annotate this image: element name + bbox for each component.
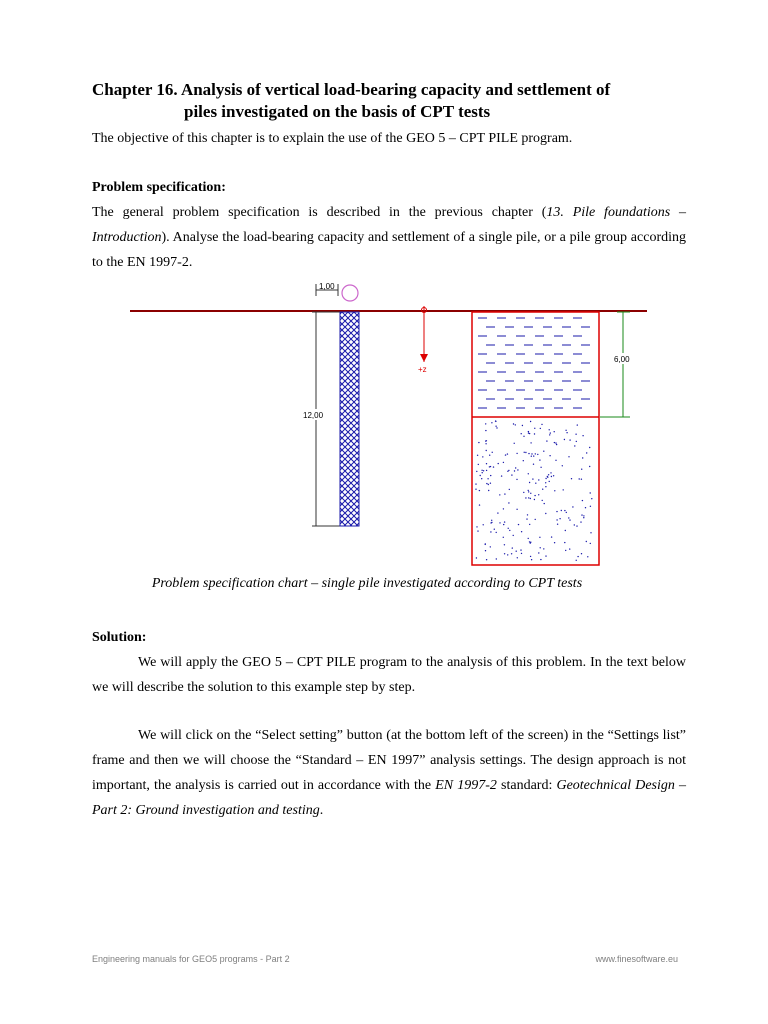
footer-left: Engineering manuals for GEO5 programs - Part 2 xyxy=(92,954,290,964)
solution-paragraph-1: We will apply the GEO 5 – CPT PILE program to the analysis of this problem. In the text below we will describe the solution to this example step by step. xyxy=(92,655,686,695)
vertical-load-arrow xyxy=(418,306,428,374)
pile-length-label: 12,00 xyxy=(303,411,324,420)
solution-text-a: We will click on the “Select setting” button (at the bottom left of the screen) in the “Settings list” frame and then we will choose the “Standard – EN 1997” analysis settings. The design approach is not important, the analysis is carried out in accordance with the xyxy=(92,728,686,793)
standard-title: Geotechnical Design – Part 2: Ground investigation and testing xyxy=(92,778,686,818)
figure-caption: Problem specification chart – single pile investigated according to CPT tests xyxy=(151,576,583,591)
soil-profile xyxy=(472,312,599,565)
footer-website: www.finesoftware.eu xyxy=(595,954,678,964)
layer-depth-label: 6,00 xyxy=(614,355,630,364)
solution-heading: Solution: xyxy=(92,630,147,645)
problem-text-b: ). Analyse the load-bearing capacity and settlement of a single pile, or a pile group according to the EN 1997-2. xyxy=(92,230,686,270)
pile xyxy=(340,312,359,526)
solution-text-b: standard: xyxy=(496,778,557,793)
pile-cross-section-icon xyxy=(342,285,358,301)
soil-layer-clay xyxy=(472,312,599,417)
solution-paragraph-2 xyxy=(92,723,686,823)
intro-text: The objective of this chapter is to explain the use of the GEO 5 – CPT PILE program. xyxy=(92,131,573,146)
pile-diameter-label: 1,00 xyxy=(319,282,335,291)
layer-depth-dimension xyxy=(600,312,634,417)
load-label: +z xyxy=(418,365,427,374)
chapter-title-line-1: Chapter 16. Analysis of vertical load-bearing capacity and settlement of xyxy=(92,80,611,99)
problem-text-a: The general problem specification is described in the previous chapter ( xyxy=(92,205,547,220)
chapter-title-line-2: piles investigated on the basis of CPT tests xyxy=(184,102,491,121)
pile-length-dimension xyxy=(301,312,340,526)
pile-diameter-dimension xyxy=(316,282,338,296)
problem-chapter-ref: 13. Pile foundations – Introduction xyxy=(92,205,686,245)
soil-layer-sand xyxy=(472,417,599,565)
problem-heading: Problem specification: xyxy=(92,180,226,195)
solution-text-c: . xyxy=(319,803,324,818)
standard-ref: EN 1997-2 xyxy=(435,778,497,793)
